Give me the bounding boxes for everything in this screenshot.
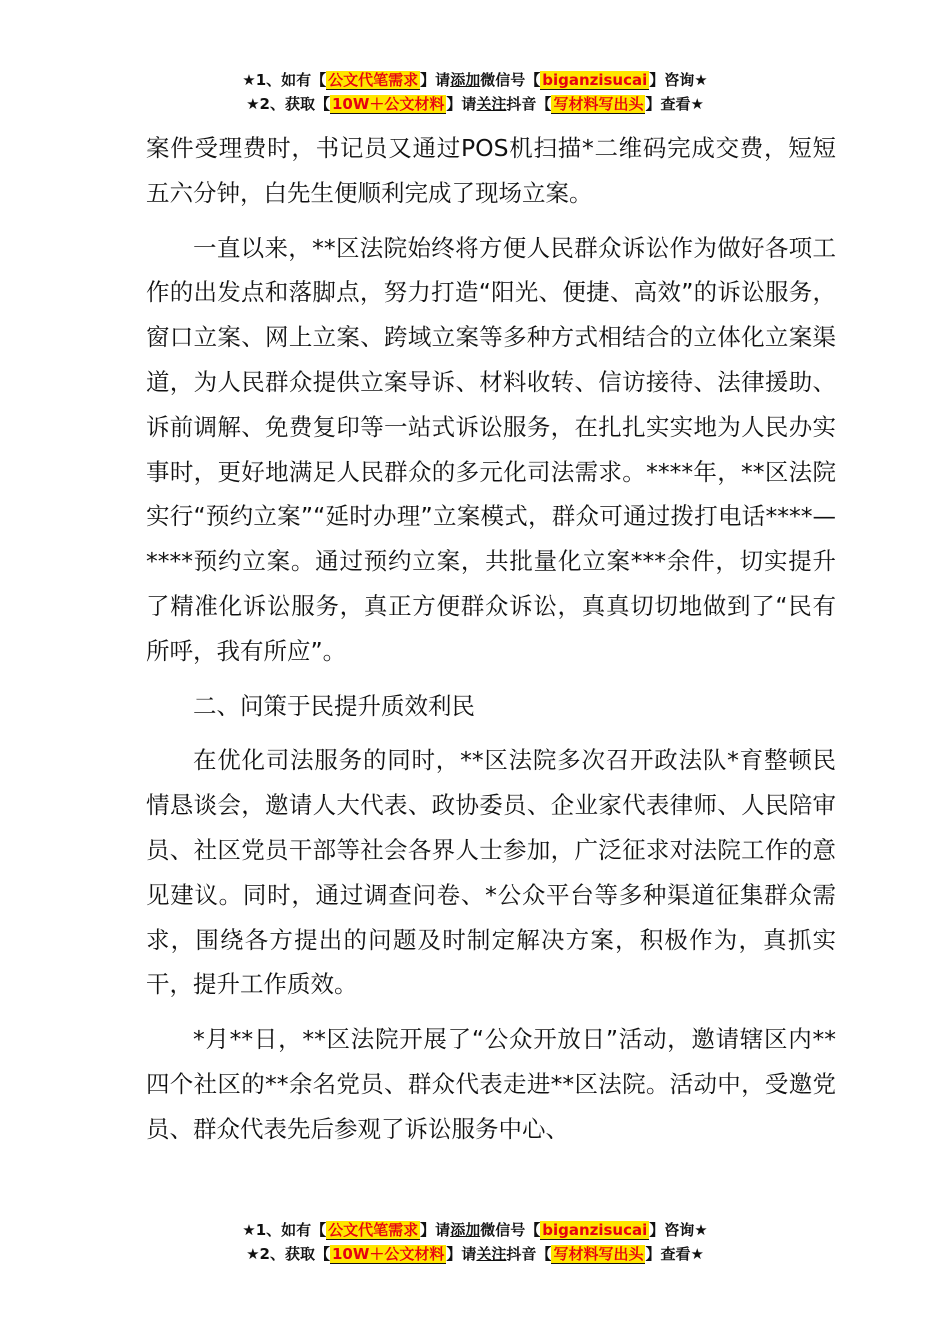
banner-line-2 — [0, 92, 950, 116]
banner-highlight: biganzisucai — [542, 71, 648, 89]
banner-text: 】请 — [446, 1245, 477, 1263]
banner-underlined-text: 添加 — [450, 1221, 481, 1239]
banner-highlight: 10W＋公文材料 — [331, 1245, 445, 1263]
section-heading: 二、问策于民提升质效利民 — [193, 691, 475, 720]
banner-highlight: 公文代笔需求 — [328, 71, 419, 89]
banner-text: 抖音【 — [506, 95, 552, 113]
banner-text: ★2、获取【 — [246, 1245, 330, 1263]
banner-text: 】咨询★ — [649, 1221, 708, 1239]
banner-highlight: 10W＋公文材料 — [331, 95, 445, 113]
banner-underlined-text: 添加 — [450, 71, 481, 89]
paragraph: *月**日，**区法院开展了“公众开放日”活动，邀请辖区内**四个社区的**余名党员、群众代表走进**区法院。活动中，受邀党员、群众代表先后参观了诉讼服务中心、 — [146, 1025, 836, 1143]
banner-text: 微信号【 — [480, 71, 541, 89]
banner-highlight: biganzisucai — [542, 1221, 648, 1239]
banner-highlight: 写材料写出头 — [553, 95, 644, 113]
banner-line-1 — [0, 68, 950, 92]
banner-highlight: 写材料写出头 — [553, 1245, 644, 1263]
banner-text: 】咨询★ — [649, 71, 708, 89]
footer-banner — [0, 1218, 950, 1266]
banner-text: 】查看★ — [645, 95, 704, 113]
paragraph: 一直以来，**区法院始终将方便人民群众诉讼作为做好各项工作的出发点和落脚点，努力打造“阳光、便捷、高效”的诉讼服务，窗口立案、网上立案、跨域立案等多种方式相结合的立体化立案渠道，为人民群众提供立案导诉、材料收转、信访接待、法律援助、诉前调解、免费复印等一站式诉讼服务，在扎扎实实地为人民办实事时，更好地满足人民群众的多元化司法需求。****年，**区法院实行“预约立案”“延时办理”立案模式，群众可通过拨打电话****—****预约立案。通过预约立案，共批量化立案***余件，切实提升了精准化诉讼服务，真正方便群众诉讼，真真切切地做到了“民有所呼，我有所应”。 — [146, 233, 836, 665]
banner-text: ★2、获取【 — [246, 95, 330, 113]
paragraph: 案件受理费时，书记员又通过POS机扫描*二维码完成交费，短短五六分钟，白先生便顺利完成了现场立案。 — [146, 134, 836, 207]
banner-line-2 — [0, 1242, 950, 1266]
document-body — [146, 126, 836, 1152]
header-banner — [0, 68, 950, 116]
banner-text: 抖音【 — [506, 1245, 552, 1263]
banner-text: ★1、如有【 — [242, 1221, 327, 1239]
paragraph: 在优化司法服务的同时，**区法院多次召开政法队*育整顿民情恳谈会，邀请人大代表、政协委员、企业家代表律师、人民陪审员、社区党员干部等社会各界人士参加，广泛征求对法院工作的意见建议。同时，通过调查问卷、*公众平台等多种渠道征集群众需求，围绕各方提出的问题及时制定解决方案，积极作为，真抓实干，提升工作质效。 — [146, 746, 836, 999]
banner-text: 】请 — [420, 1221, 451, 1239]
banner-text: 】请 — [446, 95, 477, 113]
banner-text: 】查看★ — [645, 1245, 704, 1263]
banner-highlight: 公文代笔需求 — [328, 1221, 419, 1239]
banner-text: 微信号【 — [480, 1221, 541, 1239]
banner-text: 】请 — [420, 71, 451, 89]
banner-underlined-text: 关注 — [476, 95, 507, 113]
banner-text: ★1、如有【 — [242, 71, 327, 89]
banner-underlined-text: 关注 — [476, 1245, 507, 1263]
banner-line-1 — [0, 1218, 950, 1242]
